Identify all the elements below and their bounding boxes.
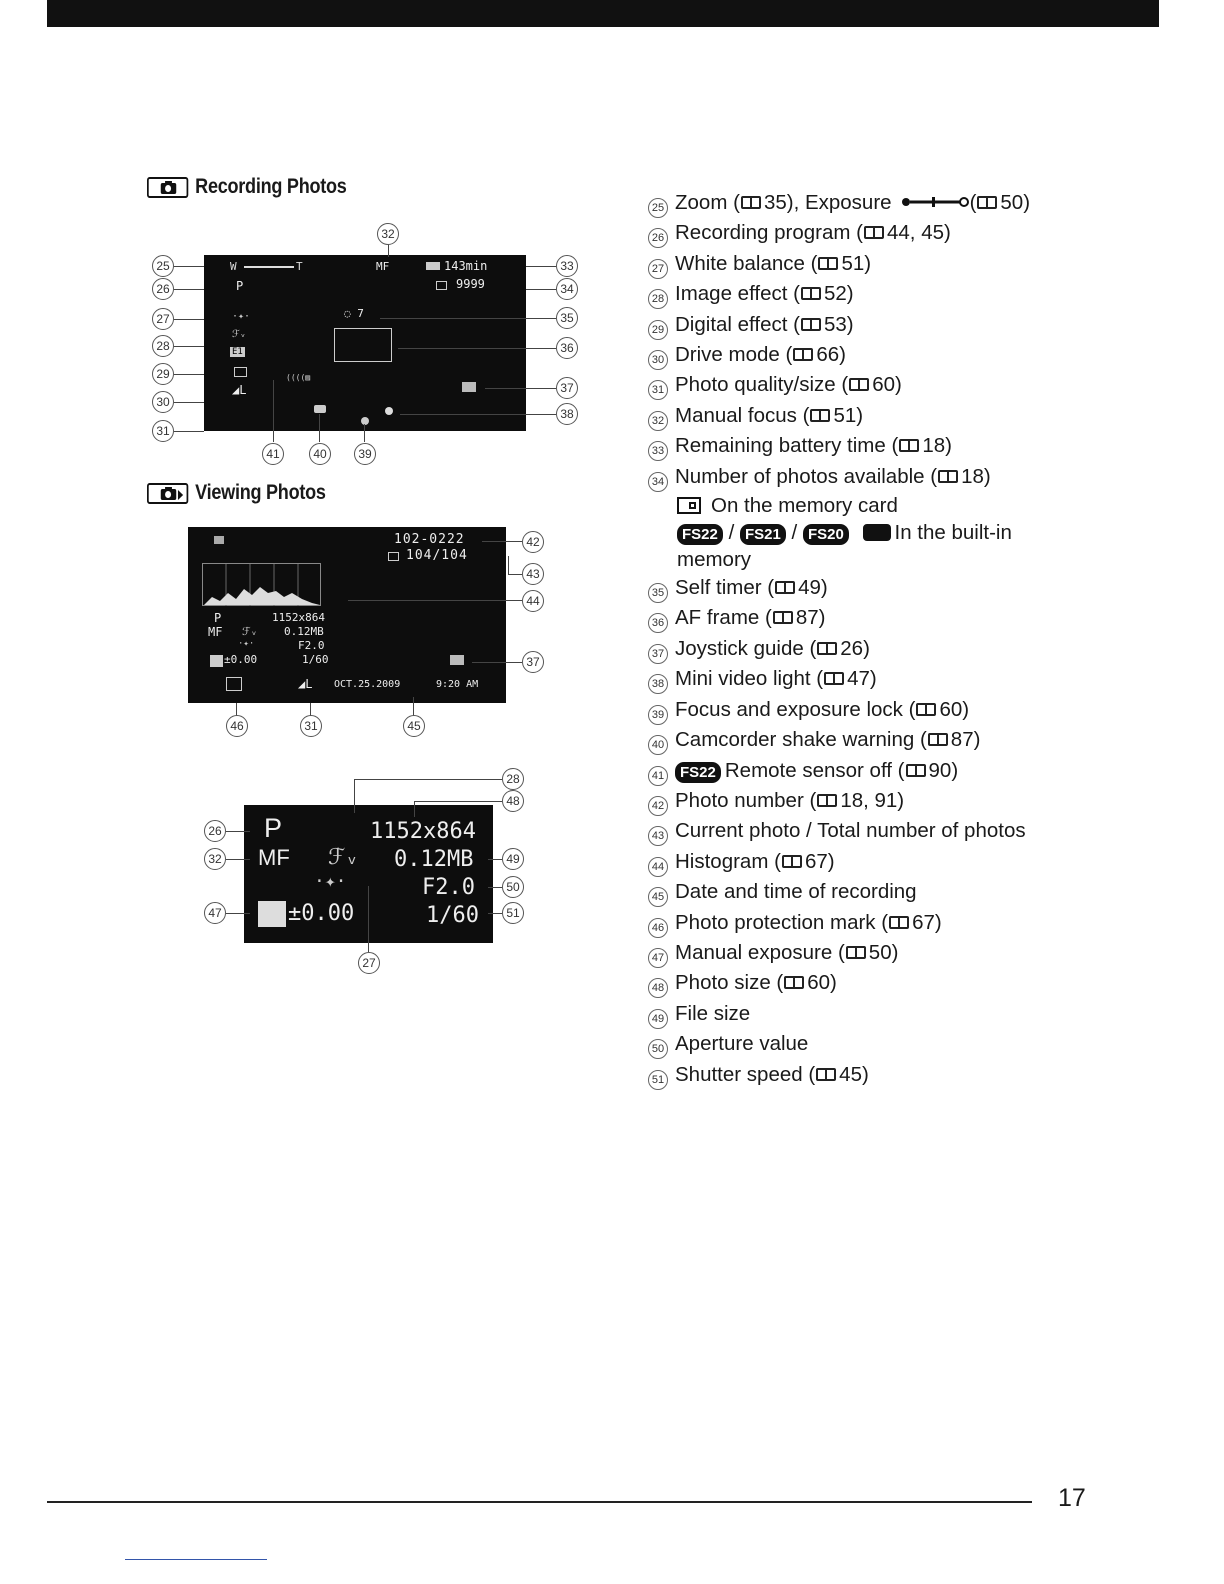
- leader-48-v: [414, 801, 415, 817]
- legend-text: Self timer (: [675, 576, 775, 600]
- legend-ref: 26): [840, 636, 870, 660]
- viewing-photos-heading: [147, 481, 326, 505]
- white-balance-icon: ·✦·: [232, 311, 251, 322]
- viewing-photos-title: Viewing Photos: [195, 481, 326, 504]
- legend-item-49: [648, 999, 1118, 1029]
- photo-quality: ◢L: [232, 383, 247, 397]
- callout-27-detail: 27: [358, 952, 380, 974]
- legend-num: 50: [648, 1039, 668, 1059]
- leader-35: [380, 318, 556, 319]
- book-icon: [849, 378, 869, 391]
- leader-25: [174, 266, 204, 267]
- legend-list: [648, 188, 1118, 1090]
- leader-49: [488, 859, 502, 860]
- legend-ref: 35), Exposure: [763, 191, 892, 214]
- legend-num: 44: [648, 857, 668, 877]
- program-view: P: [214, 611, 222, 625]
- book-icon: [793, 348, 813, 361]
- legend-ref: 90): [928, 758, 959, 782]
- leader-32b: [226, 859, 250, 860]
- photo-number: 102-0222: [394, 532, 465, 547]
- callout-47: 47: [204, 902, 226, 924]
- mode-icon: [214, 536, 224, 544]
- legend-text: File size: [675, 1001, 751, 1025]
- legend-item-27: [648, 249, 1118, 279]
- joystick-guide-icon: [462, 382, 476, 392]
- legend-num: 46: [648, 918, 668, 938]
- legend-ref: 87): [795, 606, 826, 630]
- legend-sub-card: [648, 492, 1118, 519]
- legend-num: 29: [648, 320, 668, 340]
- photos-available: 9999: [456, 277, 485, 291]
- book-icon: [741, 196, 761, 209]
- leader-26: [174, 289, 204, 290]
- legend-ref: 60): [939, 697, 970, 721]
- camera-mode-icon: [147, 177, 188, 198]
- card-icon-view: [388, 552, 399, 561]
- callout-38: 38: [556, 403, 578, 425]
- book-icon: [824, 672, 844, 685]
- wb-icon-view: ·✦·: [238, 639, 255, 649]
- legend-sub-builtin: [648, 519, 1118, 546]
- legend-ref: 51): [841, 251, 872, 275]
- slash: /: [728, 521, 735, 545]
- callout-48: 48: [502, 790, 524, 812]
- model-badge-fs22: FS22: [675, 762, 721, 783]
- file-size-detail: 0.12MB: [394, 847, 474, 872]
- leader-33: [526, 266, 556, 267]
- card-icon: [436, 281, 447, 290]
- slash: /: [791, 521, 798, 545]
- leader-34: [526, 289, 556, 290]
- callout-49: 49: [502, 848, 524, 870]
- memory-card-icon: [677, 497, 701, 514]
- legend-ref: 49): [798, 576, 828, 600]
- legend-item-39: [648, 695, 1118, 725]
- legend-num: 39: [648, 705, 668, 725]
- card-text: On the memory card: [711, 494, 898, 518]
- book-icon: [938, 470, 958, 483]
- legend-item-46: [648, 908, 1118, 938]
- leader-42: [482, 541, 522, 542]
- focus-lock-icon: [361, 417, 369, 425]
- joystick-guide-view: [450, 655, 464, 665]
- leader-32: [388, 243, 389, 257]
- program-indicator: P: [236, 279, 244, 293]
- shutter-detail: 1/60: [426, 903, 479, 928]
- recording-screen: [204, 255, 526, 431]
- page-number: 17: [1058, 1484, 1086, 1512]
- legend-num: 31: [648, 380, 668, 400]
- callout-26-detail: 26: [204, 820, 226, 842]
- current-total: 104/104: [406, 548, 468, 563]
- legend-text: Focus and exposure lock (: [675, 697, 916, 721]
- callout-37: 37: [556, 377, 578, 399]
- shutter-view: 1/60: [302, 653, 329, 666]
- callout-46: 46: [226, 715, 248, 737]
- legend-tail: (: [969, 191, 977, 214]
- protection-mark-icon: [226, 677, 242, 691]
- book-icon: [977, 196, 997, 209]
- legend-ref: 18): [961, 464, 991, 488]
- book-icon: [928, 733, 948, 746]
- legend-ref: 18): [922, 434, 952, 458]
- leader-29: [174, 374, 204, 375]
- mf-detail: MF: [258, 845, 290, 870]
- callout-50: 50: [502, 876, 524, 898]
- leader-48-h: [414, 801, 502, 802]
- callout-32-detail: 32: [204, 848, 226, 870]
- legend-text: Recording program (: [675, 221, 863, 245]
- legend-num: 34: [648, 472, 668, 492]
- legend-num: 49: [648, 1009, 668, 1029]
- legend-item-37: [648, 634, 1118, 664]
- legend-item-42: [648, 786, 1118, 816]
- book-icon: [801, 287, 821, 300]
- legend-item-25: [648, 188, 1118, 218]
- callout-51: 51: [502, 902, 524, 924]
- zoom-t: T: [296, 260, 303, 273]
- legend-item-26: [648, 218, 1118, 248]
- book-icon: [864, 226, 884, 239]
- legend-item-43: [648, 816, 1118, 846]
- callout-29: 29: [152, 363, 174, 385]
- legend-item-29: [648, 310, 1118, 340]
- legend-text: Photo size (: [675, 971, 784, 995]
- leader-43b: [508, 574, 522, 575]
- viewing-screen: [188, 527, 506, 703]
- legend-text: Photo number (: [675, 788, 817, 812]
- book-icon: [817, 794, 837, 807]
- leader-47: [226, 913, 250, 914]
- callout-32: 32: [377, 223, 399, 245]
- callout-31: 31: [152, 420, 174, 442]
- legend-text: Camcorder shake warning (: [675, 728, 927, 752]
- legend-num: 40: [648, 735, 668, 755]
- legend-ref: 47): [847, 667, 877, 691]
- legend-text: Aperture value: [675, 1032, 809, 1056]
- built-in-memory-icon: [863, 524, 891, 541]
- legend-text: Current photo / Total number of photos: [675, 819, 1026, 843]
- legend-ref: 51): [833, 403, 864, 427]
- self-timer-value: 7: [357, 307, 364, 320]
- leader-40: [319, 414, 320, 442]
- legend-ref: 50): [868, 940, 899, 964]
- legend-text: Manual exposure (: [675, 940, 845, 964]
- program-detail: P: [264, 813, 283, 843]
- zoom-w: W: [230, 260, 237, 273]
- book-icon: [816, 1068, 836, 1081]
- callout-42: 42: [522, 531, 544, 553]
- photo-quality-label: L: [239, 383, 247, 397]
- digital-effect-indicator: E1: [232, 347, 243, 357]
- aperture-view: F2.0: [298, 639, 325, 652]
- exposure-icon-view: [210, 655, 223, 667]
- book-icon: [775, 581, 795, 594]
- legend-text: Shutter speed (: [675, 1062, 816, 1086]
- aperture-detail: F2.0: [422, 875, 475, 900]
- legend-ref: 87): [950, 728, 981, 752]
- legend-item-33: [648, 431, 1118, 461]
- callout-36: 36: [556, 337, 578, 359]
- quality-view-label: L: [305, 677, 313, 691]
- shake-warning-icon: [314, 405, 326, 413]
- leader-50: [488, 887, 502, 888]
- footer-rule: [47, 1501, 1032, 1503]
- leader-27: [174, 319, 204, 320]
- book-icon: [889, 916, 909, 929]
- callout-34: 34: [556, 278, 578, 300]
- recording-photos-title: Recording Photos: [195, 175, 347, 198]
- effect-icon-view: ℱᵥ: [242, 625, 258, 638]
- exposure-icon-detail: [258, 901, 286, 927]
- book-icon: [801, 318, 821, 331]
- leader-45: [413, 697, 414, 717]
- histogram: [202, 563, 322, 607]
- legend-text: Remote sensor off (: [724, 758, 905, 782]
- leader-37b: [472, 662, 522, 663]
- legend-ref: 53): [823, 312, 854, 336]
- effect-icon-detail: ℱᵥ: [328, 845, 359, 870]
- book-icon: [899, 439, 919, 452]
- legend-num: 32: [648, 411, 668, 431]
- file-size-view: 0.12MB: [284, 625, 324, 638]
- callout-40: 40: [309, 443, 331, 465]
- legend-item-31: [648, 370, 1118, 400]
- legend-item-28: [648, 279, 1118, 309]
- legend-ref: 60): [807, 971, 837, 995]
- legend-text: Mini video light (: [675, 667, 824, 691]
- model-badge-fs21: FS21: [740, 524, 786, 545]
- legend-num: 27: [648, 259, 668, 279]
- legend-num: 36: [648, 613, 668, 633]
- legend-item-45: [648, 877, 1118, 907]
- legend-num: 51: [648, 1070, 668, 1090]
- book-icon: [817, 642, 837, 655]
- leader-39: [364, 424, 365, 442]
- book-icon: [906, 764, 926, 777]
- legend-num: 41: [648, 766, 668, 786]
- af-frame: [334, 328, 392, 362]
- legend-text: Date and time of recording: [675, 880, 917, 904]
- legend-ref: 67): [804, 849, 835, 873]
- callout-28: 28: [152, 335, 174, 357]
- legend-num: 38: [648, 674, 668, 694]
- leader-38: [400, 414, 556, 415]
- book-icon: [810, 409, 830, 422]
- legend-num: 30: [648, 350, 668, 370]
- book-icon: [784, 976, 804, 989]
- exposure-bar-icon: [900, 195, 970, 209]
- leader-41: [273, 380, 274, 442]
- battery-icon: [426, 262, 440, 270]
- legend-text: Remaining battery time (: [675, 434, 899, 458]
- drive-mode-icon: [234, 367, 247, 377]
- legend-item-50: [648, 1029, 1118, 1059]
- leader-43a: [508, 556, 509, 574]
- quality-view: ◢L: [298, 677, 313, 691]
- callout-35: 35: [556, 307, 578, 329]
- legend-text: Photo quality/size (: [675, 373, 849, 397]
- callout-28-detail: 28: [502, 768, 524, 790]
- model-badge-fs20: FS20: [803, 524, 849, 545]
- legend-num: 33: [648, 441, 668, 461]
- legend-item-51: [648, 1060, 1118, 1090]
- legend-item-44: [648, 847, 1118, 877]
- legend-text: Zoom (: [675, 191, 740, 214]
- exposure-view: ±0.00: [224, 653, 258, 666]
- callout-26: 26: [152, 278, 174, 300]
- legend-ref: 45): [839, 1062, 869, 1086]
- leader-51: [488, 913, 502, 914]
- date-view: OCT.25.2009: [334, 679, 401, 690]
- bottom-mark: [125, 1559, 267, 1560]
- leader-30: [174, 402, 204, 403]
- battery-time: 143min: [444, 259, 488, 273]
- legend-ref: 66): [816, 343, 846, 367]
- legend-text: Drive mode (: [675, 343, 793, 367]
- size-detail: 1152x864: [370, 819, 476, 844]
- legend-text: Number of photos available (: [675, 464, 938, 488]
- leader-28b-h: [354, 779, 502, 780]
- legend-num: 26: [648, 228, 668, 248]
- legend-sub-builtin-2: [648, 546, 1118, 573]
- leader-31: [174, 431, 204, 432]
- legend-item-32: [648, 401, 1118, 431]
- leader-44: [348, 600, 522, 601]
- self-timer: ◌ 7: [344, 307, 364, 320]
- time-view: 9:20 AM: [436, 679, 479, 690]
- image-effect-icon: ℱᵥ: [232, 329, 246, 340]
- legend-item-34: [648, 462, 1118, 492]
- exposure-detail: ±0.00: [288, 901, 355, 926]
- book-icon: [773, 611, 793, 624]
- mini-light-icon: [385, 407, 393, 415]
- legend-num: 48: [648, 978, 668, 998]
- remote-sensor-icon: ((((▨: [286, 373, 311, 382]
- leader-26b: [226, 831, 250, 832]
- book-icon: [846, 946, 866, 959]
- callout-43: 43: [522, 563, 544, 585]
- legend-num: 25: [648, 198, 668, 218]
- top-bar: [47, 0, 1159, 27]
- callout-39: 39: [354, 443, 376, 465]
- legend-num: 35: [648, 583, 668, 603]
- callout-33: 33: [556, 255, 578, 277]
- callout-31-view: 31: [300, 715, 322, 737]
- leader-37: [485, 388, 556, 389]
- legend-item-48: [648, 968, 1118, 998]
- legend-num: 45: [648, 887, 668, 907]
- legend-item-47: [648, 938, 1118, 968]
- legend-text: Histogram (: [675, 849, 781, 873]
- legend-ref: 60): [872, 373, 902, 397]
- legend-ref: 52): [823, 282, 854, 306]
- builtin-text-2: memory: [677, 548, 752, 572]
- callout-45: 45: [403, 715, 425, 737]
- legend-item-30: [648, 340, 1118, 370]
- leader-27b: [368, 886, 369, 952]
- legend-item-41: [648, 756, 1118, 786]
- legend-text: Image effect (: [675, 282, 800, 306]
- builtin-text: In the built-in: [894, 521, 1012, 545]
- callout-37-view: 37: [522, 651, 544, 673]
- recording-photos-heading: [147, 175, 347, 199]
- leader-28b-v: [354, 779, 355, 813]
- legend-text: White balance (: [675, 251, 818, 275]
- playback-mode-icon: [147, 483, 188, 504]
- leader-28: [174, 346, 204, 347]
- zoom-bar: [244, 266, 294, 268]
- legend-num: 47: [648, 948, 668, 968]
- callout-27: 27: [152, 308, 174, 330]
- legend-item-38: [648, 664, 1118, 694]
- wb-icon-detail: ·✦·: [314, 871, 347, 892]
- model-badge-fs22: FS22: [677, 524, 723, 545]
- legend-text: Digital effect (: [675, 312, 800, 336]
- legend-text: AF frame (: [675, 606, 772, 630]
- callout-25: 25: [152, 255, 174, 277]
- legend-num: 37: [648, 644, 668, 664]
- callout-41: 41: [262, 443, 284, 465]
- callout-44: 44: [522, 590, 544, 612]
- callout-30: 30: [152, 391, 174, 413]
- legend-item-35: [648, 573, 1118, 603]
- legend-ref: 67): [912, 910, 942, 934]
- legend-ref: 18, 91): [840, 788, 905, 812]
- leader-36: [398, 348, 556, 349]
- legend-num: 42: [648, 796, 668, 816]
- legend-ref2: 50): [1000, 191, 1031, 214]
- legend-num: 28: [648, 289, 668, 309]
- legend-text: Manual focus (: [675, 403, 810, 427]
- legend-num: 43: [648, 826, 668, 846]
- legend-text: Joystick guide (: [675, 636, 817, 660]
- legend-ref: 44, 45): [887, 221, 951, 245]
- size-view: 1152x864: [272, 611, 325, 624]
- book-icon: [818, 257, 838, 270]
- legend-item-36: [648, 603, 1118, 633]
- book-icon: [916, 703, 936, 716]
- book-icon: [782, 855, 802, 868]
- mf-indicator: MF: [376, 260, 390, 273]
- legend-item-40: [648, 725, 1118, 755]
- legend-text: Photo protection mark (: [675, 910, 889, 934]
- mf-view: MF: [208, 625, 223, 639]
